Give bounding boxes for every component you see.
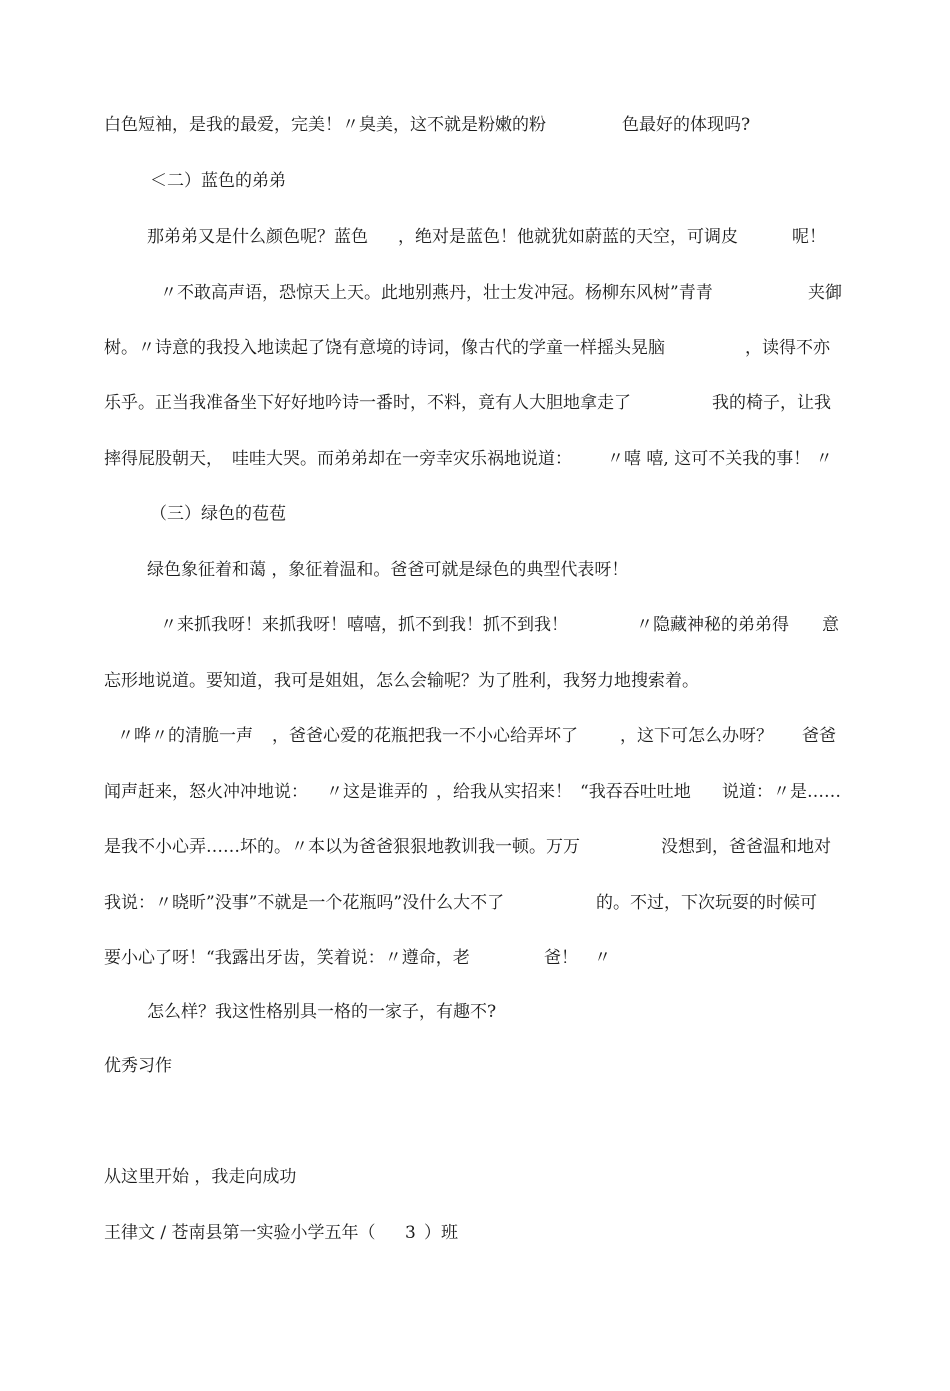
text-line: 的。不过，下次玩耍的时候可 [596,893,817,913]
text-line: 忘形地说道。要知道，我可是姐姐，怎么会输呢？为了胜利，我努力地搜索着。 [104,671,699,691]
text-line: 是我不小心弄……坏的。〃本以为爸爸狠狠地教训我一顿。万万 [104,837,580,857]
text-line: 〃来抓我呀！来抓我呀！嘻嘻，抓不到我！抓不到我！ [160,615,568,635]
text-line: 我说：〃晓昕”没事”不就是一个花瓶吗”没什么大不了 [104,893,505,913]
text-line: 王律文 / 苍南县第一实验小学五年（ [104,1223,376,1243]
text-line: 哇哇大哭。而弟弟却在一旁幸灾乐祸地说道： [232,449,572,469]
text-line: 树。〃诗意的我投入地读起了饶有意境的诗词，像古代的学童一样摇头晃脑 [104,338,665,358]
text-line: ，读得不亦 [745,338,830,358]
text-line: 我的椅子，让我 [712,393,831,413]
text-line: ，这下可怎么办呀？ [620,726,773,746]
text-line: 意 [822,615,839,635]
text-line: 说道：〃是…… [722,782,841,802]
text-line: 爸爸 [802,726,836,746]
text-line: “我吞吞吐吐地 [580,782,691,802]
text-line: ，给我从实招来！ [436,782,572,802]
text-line: 那弟弟又是什么颜色呢？蓝色 [147,227,368,247]
text-line: 乐乎。正当我准备坐下好好地吟诗一番时，不料，竟有人大胆地拿走了 [104,393,631,413]
text-line: 〃不敢高声语，恐惊天上天。此地别燕丹，壮士发冲冠。杨柳东风树”青青 [160,283,713,303]
text-line: 〃嘻 嘻, 这可不关我的事！ 〃 [607,449,833,469]
text-line: （三）绿色的苞苞 [150,504,286,524]
text-line: 〃哗〃的清脆一声 [117,726,253,746]
text-line: ）班 [424,1223,458,1243]
text-line: 白色短袖，是我的最爱，完美！〃臭美，这不就是粉嫩的粉 [104,115,546,135]
text-line: 要小心了呀！“我露出牙齿，笑着说：〃遵命，老 [104,948,470,968]
text-line: 3 [405,1223,416,1243]
text-line: ，绝对是蓝色！他就犹如蔚蓝的天空，可调皮 [398,227,738,247]
text-line: ＜二）蓝色的弟弟 [150,171,286,191]
text-line: 色最好的体现吗? [622,115,751,135]
text-line: 爸！ [544,948,578,968]
text-line: 夹御 [808,283,842,303]
text-line: 绿色象征着和蔼 ，象征着温和。爸爸可就是绿色的典型代表呀！ [147,560,629,580]
text-line: 没想到，爸爸温和地对 [661,837,831,857]
text-line: 〃 [594,948,611,968]
text-line: 摔得屁股朝天， [104,449,223,469]
text-line: ，爸爸心爱的花瓶把我一不小心给弄坏了 [272,726,578,746]
text-line: 优秀习作 [104,1056,172,1076]
text-line: 〃隐藏神秘的弟弟得 [636,615,789,635]
text-line: 闻声赶来，怒火冲冲地说： [104,782,308,802]
text-line: 怎么样？我这性格别具一格的一家子，有趣不? [147,1002,497,1022]
text-line: 〃这是谁弄的 [326,782,428,802]
text-line: 呢！ [792,227,826,247]
text-line: 从这里开始 ，我走向成功 [104,1167,297,1187]
